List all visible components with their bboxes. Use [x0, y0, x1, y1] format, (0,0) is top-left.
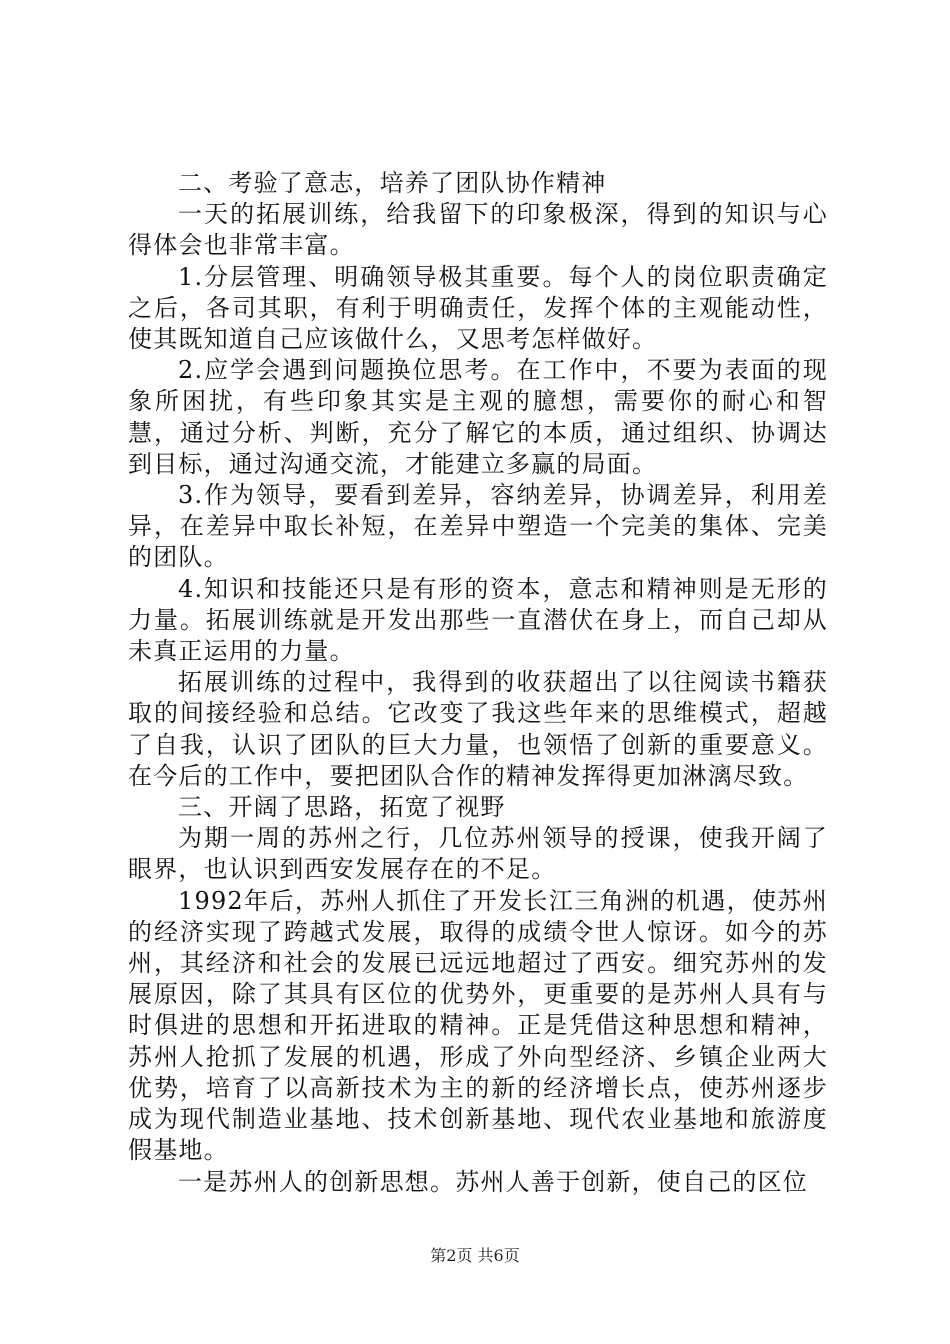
list-item-4: 4.知识和技能还只是有形的资本，意志和精神则是无形的力量。拓展训练就是开发出那些一直潜伏在身上，而自己却从未真正运用的力量。	[128, 574, 828, 666]
paragraph: 一天的拓展训练，给我留下的印象极深，得到的知识与心得体会也非常丰富。	[128, 200, 828, 260]
paragraph: 一是苏州人的创新思想。苏州人善于创新，使自己的区位	[178, 1167, 808, 1196]
paragraph: 拓展训练的过程中，我得到的收获超出了以往阅读书籍获取的间接经验和总结。它改变了我这些年来的思维模式，超越了自我，认识了团队的巨大力量，也领悟了创新的重要意义。在今后的工作中，要把团队合作的精神发挥得更加淋漓尽致。	[128, 668, 828, 790]
list-item-3: 3.作为领导，要看到差异，容纳差异，协调差异，利用差异，在差异中取长补短，在差异中塑造一个完美的集体、完美的团队。	[128, 481, 828, 572]
list-item-1: 1.分层管理、明确领导极其重要。每个人的岗位职责确定之后，各司其职，有利于明确责任，发挥个体的主观能动性，使其既知道自己应该做什么，又思考怎样做好。	[128, 262, 828, 354]
page-number-footer: 第2页 共6页	[430, 1246, 520, 1265]
document-body	[128, 168, 828, 1198]
list-item-2: 2.应学会遇到问题换位思考。在工作中，不要为表面的现象所困扰，有些印象其实是主观的臆想，需要你的耐心和智慧，通过分析、判断，充分了解它的本质，通过组织、协调达到目标，通过沟通交流，才能建立多赢的局面。	[128, 356, 828, 478]
section-heading-3: 三、开阔了思路，拓宽了视野	[178, 793, 506, 822]
section-heading-2: 二、考验了意志，培养了团队协作精神	[178, 169, 607, 197]
paragraph: 为期一周的苏州之行，几位苏州领导的授课，使我开阔了眼界，也认识到西安发展存在的不足。	[128, 824, 828, 884]
paragraph: 1992年后，苏州人抓住了开发长江三角洲的机遇，使苏州的经济实现了跨越式发展，取得的成绩令世人惊讶。如今的苏州，其经济和社会的发展已远远地超过了西安。细究苏州的发展原因，除了其具有区位的优势外，更重要的是苏州人具有与时俱进的思想和开拓进取的精神。正是凭借这种思想和精神，苏州人抢抓了发展的机遇，形成了外向型经济、乡镇企业两大优势，培育了以高新技术为主的新的经济增长点，使苏州逐步成为现代制造业基地、技术创新基地、现代农业基地和旅游度假基地。	[128, 886, 828, 1165]
